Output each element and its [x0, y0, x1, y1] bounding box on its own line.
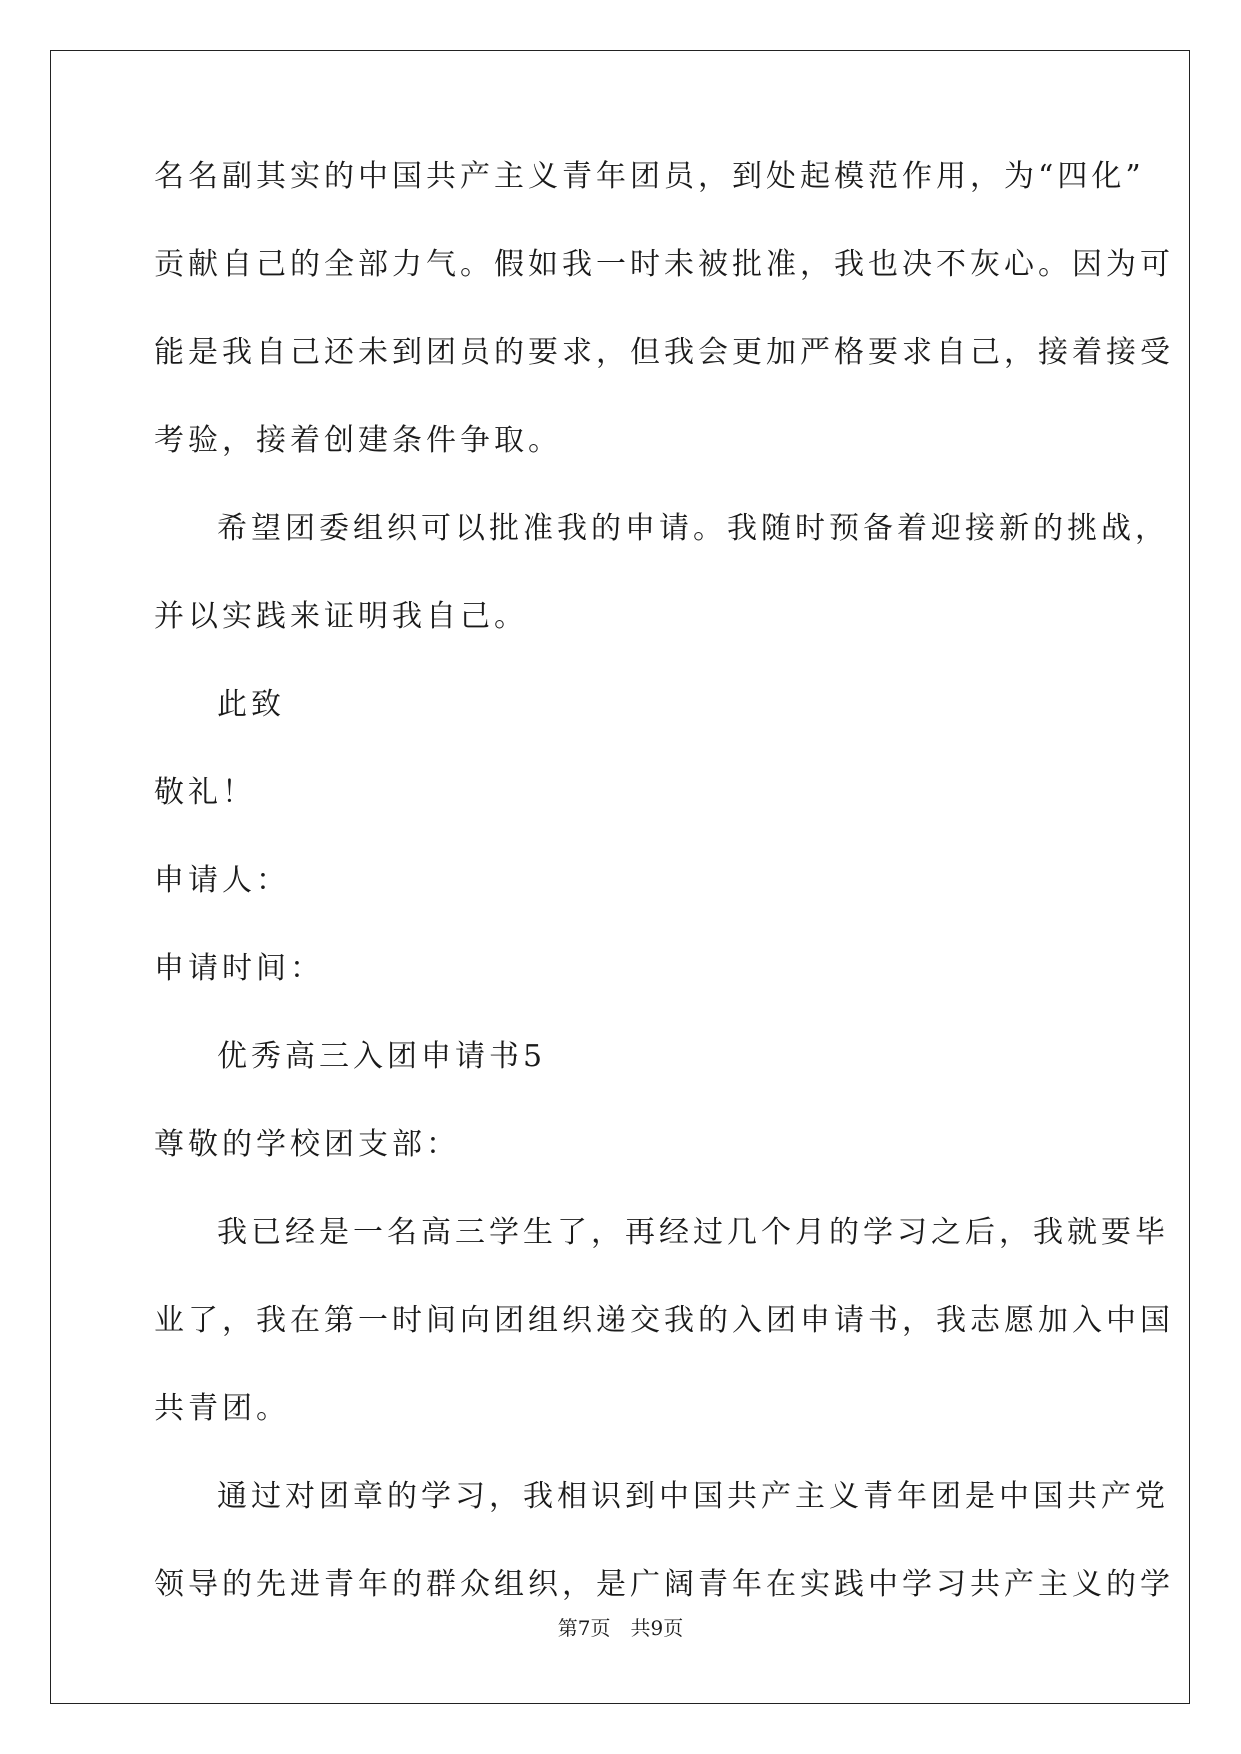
text-line: 共青团。: [154, 1391, 290, 1426]
text-line: 名名副其实的中国共产主义青年团员，到处起模范作用，为“四化”: [154, 159, 1145, 194]
closing-regards: 敬礼！: [154, 775, 256, 810]
text-line: 通过对团章的学习，我相识到中国共产主义青年团是中国共产党: [217, 1479, 1169, 1514]
text-line: 并以实践来证明我自己。: [154, 599, 528, 634]
text-line: 领导的先进青年的群众组织，是广阔青年在实践中学习共产主义的学: [154, 1567, 1174, 1602]
document-body: [154, 148, 1174, 1613]
text-line: 希望团委组织可以批准我的申请。我随时预备着迎接新的挑战，: [217, 511, 1169, 546]
text-line: 考验，接着创建条件争取。: [154, 423, 562, 458]
text-line: 贡献自己的全部力气。假如我一时未被批准，我也决不灰心。因为可: [154, 247, 1174, 282]
letter-greeting: 尊敬的学校团支部：: [154, 1127, 460, 1162]
text-line: 能是我自己还未到团员的要求，但我会更加严格要求自己，接着接受: [154, 335, 1174, 370]
text-line: 业了，我在第一时间向团组织递交我的入团申请书，我志愿加入中国: [154, 1303, 1174, 1338]
page-number: 第7页 共9页: [557, 1616, 684, 1640]
closing-salutation: 此致: [217, 687, 285, 722]
applicant-label: 申请人：: [154, 863, 290, 898]
application-date-label: 申请时间：: [154, 951, 324, 986]
text-line: 我已经是一名高三学生了，再经过几个月的学习之后，我就要毕: [217, 1215, 1169, 1250]
section-title: 优秀高三入团申请书5: [217, 1039, 547, 1074]
